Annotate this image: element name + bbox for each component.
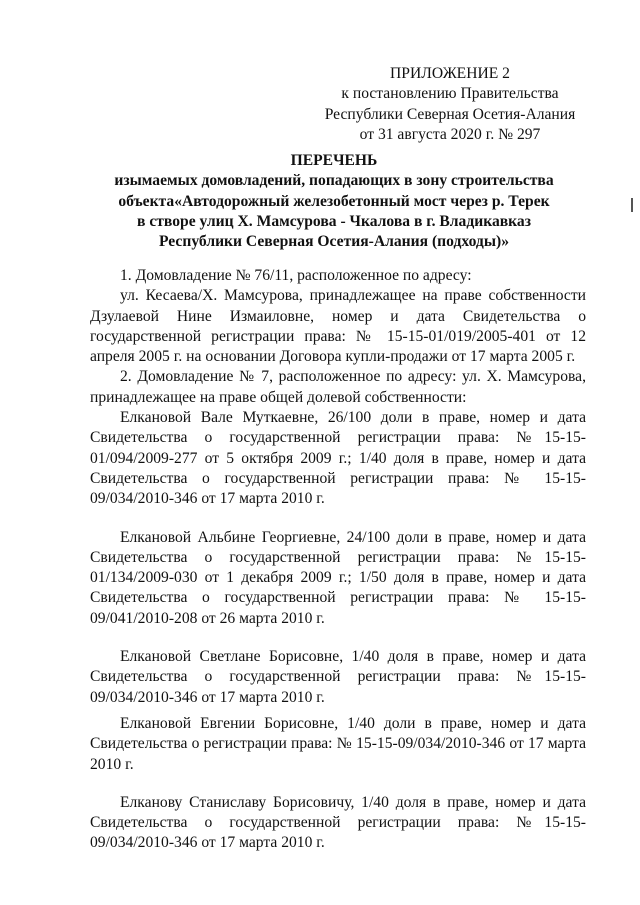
list-item: 1. Домовладение № 76/11, расположенное по адресу: (120, 267, 472, 284)
owner-paragraph: Елкановой Альбине Георгиевне, 24/100 доли в праве, номер и дата Свидетельства о государственной регистрации права: №15-15-01/134/2009-030 от 1 декабря 2009 г.; 1/50 доля в праве, номер и дата Свидетельства о государственной регистрации права: № 15-15-09/041/2010-208 от 26 марта 2010 г. (90, 528, 586, 627)
heading-line: объекта«Автодорожный железобетонный мост через р. Терек (118, 192, 550, 210)
document-title: ПЕРЕЧЕНЬ (290, 152, 378, 169)
margin-mark (631, 198, 633, 212)
list-item: ул. Кесаева/Х. Мамсурова, принадлежащее на праве собственности Дзулаевой Нине Измаиловне, номер и дата Свидетельства о государственной регистрации права: № 15-15-01/019/2005-401 от 12 апреля 2005 г. на основании Договора купли-продажи от 17 марта 2005 г. (90, 287, 586, 366)
owner-paragraph: Елканову Станиславу Борисовичу, 1/40 доля в праве, номер и дата Свидетельства о государственной регистрации права: №15-15-09/034/2010-346 от 17 марта 2010 г. (90, 793, 586, 852)
appendix-resolution: к постановлению Правительства (341, 85, 559, 103)
document-heading (84, 151, 584, 252)
heading-line: Республики Северная Осетия-Алания (подходы)» (158, 233, 509, 251)
appendix-block (300, 64, 600, 145)
list-item: 2. Домовладение № 7, расположенное по адресу: ул. Х. Мамсурова, принадлежащее на праве общей долевой собственности: (90, 368, 586, 406)
appendix-date: от 31 августа 2020 г. № 297 (359, 125, 541, 143)
appendix-republic: Республики Северная Осетия-Алания (324, 105, 576, 123)
appendix-number: ПРИЛОЖЕНИЕ 2 (390, 65, 510, 82)
owner-paragraph: Елкановой Вале Муткаевне, 26/100 доли в праве, номер и дата Свидетельства о государственной регистрации права: №15-15-01/094/2009-277 от 5 октября 2009 г.; 1/40 доля в праве, номер и дата Свидетельства о государственной регистрации права: № 15-15-09/034/2010-346 от 17 марта 2010 г. (90, 409, 586, 508)
owner-paragraph: Елкановой Евгении Борисовне, 1/40 доли в праве, номер и дата Свидетельства о регистрации права: № 15-15-09/034/2010-346 от 17 марта 2010 г. (90, 714, 586, 773)
document-body (90, 266, 586, 854)
heading-line: в створе улиц Х. Мамсурова - Чкалова в г. Владикавказ (137, 212, 531, 230)
owner-paragraph: Елкановой Светлане Борисовне, 1/40 доля в праве, номер и дата Свидетельства о государственной регистрации права: №15-15-09/034/2010-346 от 17 марта 2010 г. (90, 648, 586, 706)
heading-line: изымаемых домовладений, попадающих в зону строительства (114, 172, 554, 190)
